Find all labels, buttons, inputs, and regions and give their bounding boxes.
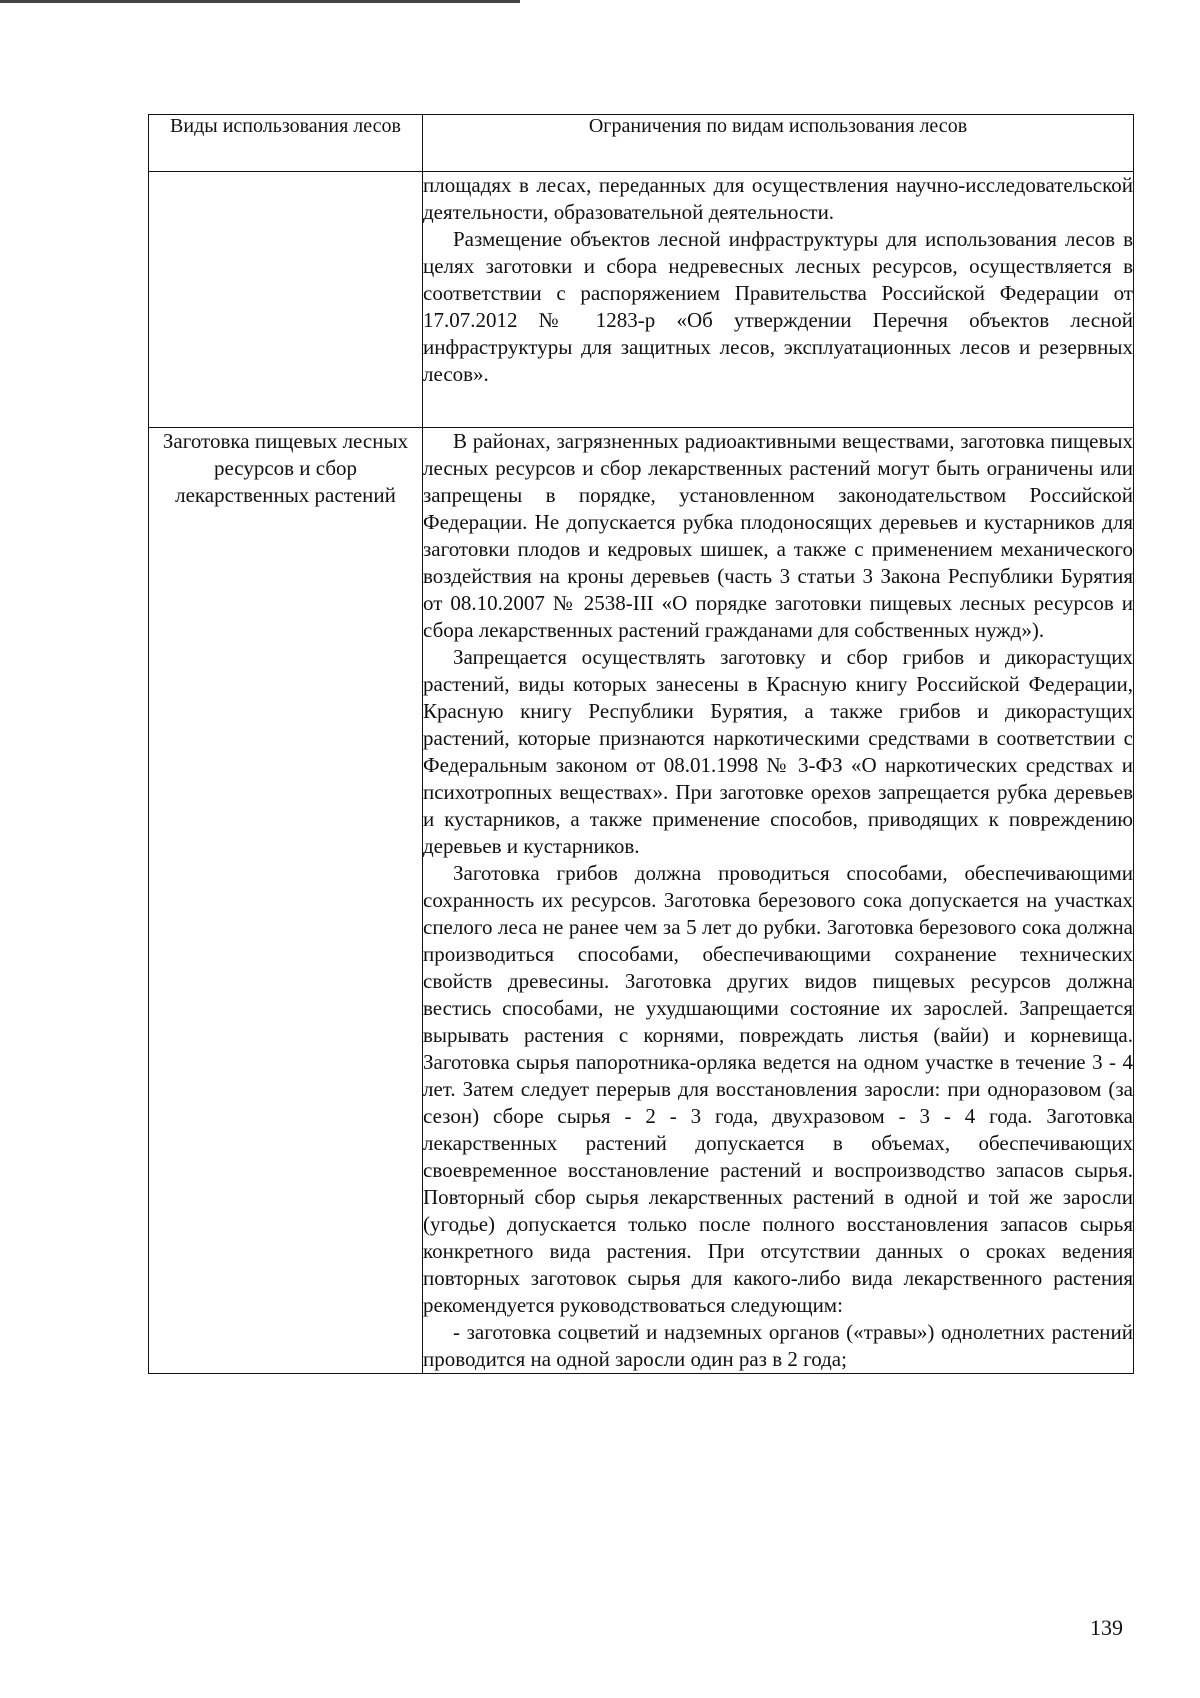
restriction-paragraph: Размещение объектов лесной инфраструктуры для использования лесов в целях заготовки и сбора недревесных лесных ресурсов, осуществляется в соответствии с распоряжением Правительства Российской Федерации от 17.07.2012 № 1283-р «Об утверждении Перечня объектов лесной инфраструктуры для защитных лесов, эксплуатационных лесов и резервных лесов».: [423, 227, 1133, 386]
restriction-paragraph: площадях в лесах, переданных для осуществления научно-исследовательской деятельности, образовательной деятельности.: [423, 173, 1133, 224]
row-restrictions-cell: [423, 428, 1134, 1374]
restriction-paragraph: Заготовка грибов должна проводиться способами, обеспечивающими сохранность их ресурсов. Заготовка березового сока допускается на участках спелого леса не ранее чем за 5 лет до рубки. Заготовка березового сока должна производиться способами, обеспечивающими сохранение технических свойств древесины. Заготовка других видов пищевых ресурсов должна вестись способами, не ухудшающими состояние их зарослей. Запрещается вырывать растения с корнями, повреждать листья (вайи) и корневища. Заготовка сырья папоротника-орляка ведется на одном участке в течение 3 - 4 лет. Затем следует перерыв для восстановления заросли: при одноразовом (за сезон) сборе сырья - 2 - 3 года, двухразовом - 3 - 4 года. Заготовка лекарственных растений допускается в объемах, обеспечивающих своевременное восстановление растений и воспроизводство запасов сырья. Повторный сбор сырья лекарственных растений в одной и той же заросли (угодье) допускается только после полного восстановления запасов сырья конкретного вида растения. При отсутствии данных о сроках ведения повторных заготовок сырья для какого-либо вида лекарственного растения рекомендуется руководствоваться следующим:: [423, 861, 1133, 1317]
page-number: 139: [1090, 1615, 1123, 1640]
scan-top-edge: [0, 0, 520, 3]
row-forest-use-type-cell: Заготовка пищевых лесных ресурсов и сбор лекарственных растений: [149, 428, 423, 1374]
table-row: [149, 172, 1134, 428]
restriction-list-item: - заготовка соцветий и надземных органов («травы») однолетних растений проводится на одной заросли один раз в 2 года;: [423, 1320, 1133, 1371]
header-forest-use-types: Виды использования лесов: [149, 115, 423, 172]
forest-use-restrictions-table: [148, 114, 1134, 1374]
row-restrictions-cell: [423, 172, 1134, 428]
restriction-paragraph: В районах, загрязненных радиоактивными веществами, заготовка пищевых лесных ресурсов и сбор лекарственных растений могут быть ограничены или запрещены в порядке, установленном законодательством Российской Федерации. Не допускается рубка плодоносящих деревьев и кустарников для заготовки плодов и кедровых шишек, а также с применением механического воздействия на кроны деревьев (часть 3 статьи 3 Закона Республики Бурятия от 08.10.2007 № 2538-III «О порядке заготовки пищевых лесных ресурсов и сбора лекарственных растений гражданами для собственных нужд»).: [423, 429, 1133, 642]
table-header-row: [149, 115, 1134, 172]
header-restrictions: Ограничения по видам использования лесов: [423, 115, 1134, 172]
restriction-paragraph: Запрещается осуществлять заготовку и сбор грибов и дикорастущих растений, виды которых занесены в Красную книгу Российской Федерации, Красную книгу Республики Бурятия, а также грибов и дикорастущих растений, которые признаются наркотическими средствами в соответствии с Федеральным законом от 08.01.1998 № 3-ФЗ «О наркотических средствах и психотропных веществах». При заготовке орехов запрещается рубка деревьев и кустарников, а также применение способов, приводящих к повреждению деревьев и кустарников.: [423, 645, 1133, 858]
row-forest-use-type-cell: [149, 172, 423, 428]
table-row: [149, 428, 1134, 1374]
